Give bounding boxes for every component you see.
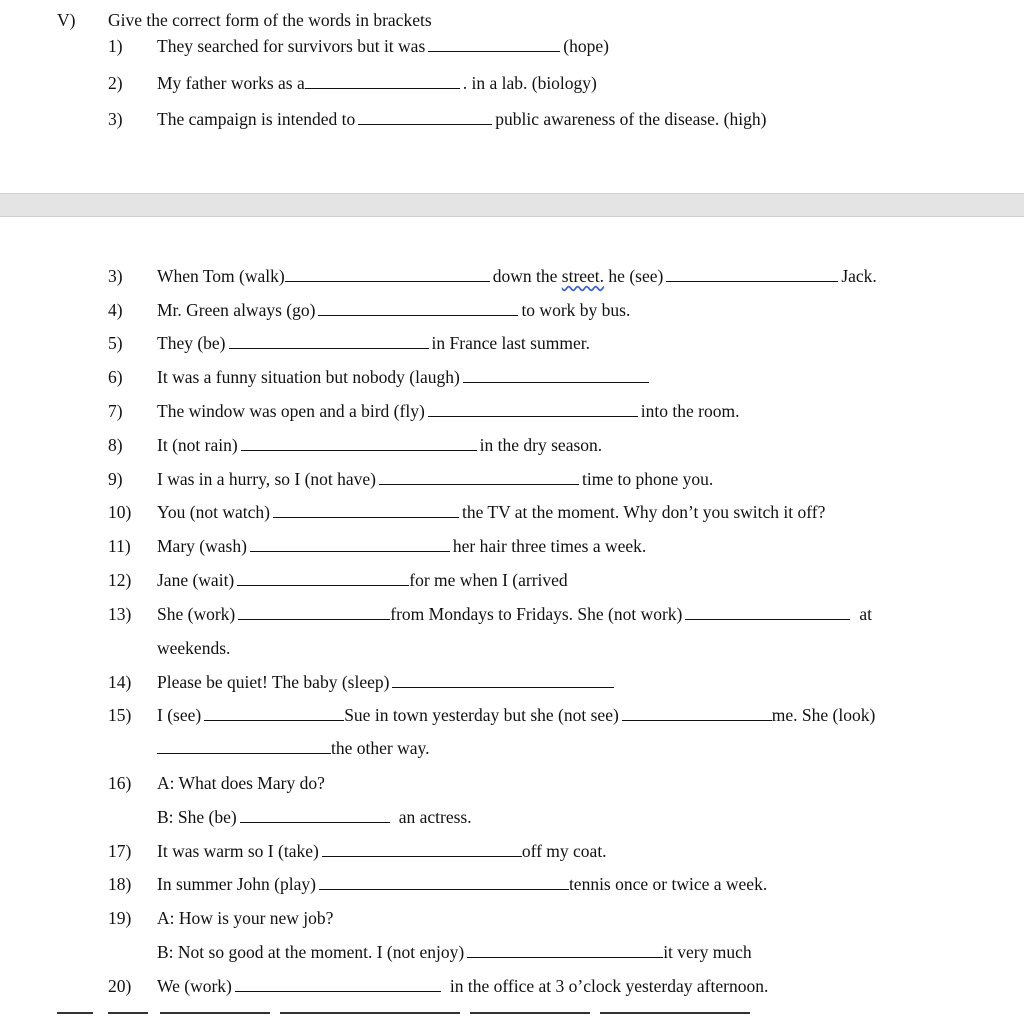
answer-blank[interactable] xyxy=(463,364,649,383)
item-text: They (be) xyxy=(157,333,226,353)
answer-blank[interactable] xyxy=(428,33,560,52)
answer-blank[interactable] xyxy=(238,601,390,620)
item-text: Jack. xyxy=(841,266,877,286)
item-number: 11) xyxy=(108,536,131,556)
item-number: 4) xyxy=(108,300,123,320)
item-number: 16) xyxy=(108,773,132,793)
answer-blank[interactable] xyxy=(685,601,850,620)
item-hint: (hope) xyxy=(563,36,609,56)
item-number: 3) xyxy=(108,109,123,129)
answer-blank[interactable] xyxy=(157,735,331,754)
item-text: off my coat. xyxy=(521,841,607,861)
section-title: Give the correct form of the words in brackets xyxy=(108,10,432,30)
item-text: in the office at 3 o’clock yesterday afternoon. xyxy=(449,976,769,996)
item-number: 17) xyxy=(108,841,132,861)
answer-blank[interactable] xyxy=(666,263,838,282)
item-text: In summer John (play) xyxy=(157,874,316,894)
item-text: down the xyxy=(492,266,558,286)
item-text: Mr. Green always (go) xyxy=(157,300,316,320)
item-number: 9) xyxy=(108,469,123,489)
item-text: It was a funny situation but nobody (laugh) xyxy=(157,367,460,387)
answer-blank[interactable] xyxy=(229,330,429,349)
item-text: tennis once or twice a week. xyxy=(568,874,768,894)
page-separator xyxy=(0,193,1024,217)
item-number: 2) xyxy=(108,73,123,93)
answer-blank[interactable] xyxy=(318,297,518,316)
item-text: in the dry season. xyxy=(479,435,603,455)
item-number: 6) xyxy=(108,367,123,387)
answer-blank[interactable] xyxy=(428,398,638,417)
item-text: the TV at the moment. Why don’t you switch it off? xyxy=(461,502,826,522)
answer-blank[interactable] xyxy=(250,533,450,552)
item-number: 20) xyxy=(108,976,132,996)
item-text: B: Not so good at the moment. I (not enjoy) xyxy=(157,942,465,962)
answer-blank[interactable] xyxy=(305,70,460,89)
item-text: A: What does Mary do? xyxy=(157,773,325,793)
item-text: he (see) xyxy=(608,266,664,286)
item-number: 10) xyxy=(108,502,132,522)
item-text: I (see) xyxy=(157,705,202,725)
answer-blank[interactable] xyxy=(285,263,490,282)
item-text: time to phone you. xyxy=(582,469,714,489)
item-text: We (work) xyxy=(157,976,232,996)
item-text: She (work) xyxy=(157,604,236,624)
item-text: My father works as a xyxy=(157,73,305,93)
item-text: weekends. xyxy=(157,638,231,658)
item-text: from Mondays to Fridays. She (not work) xyxy=(390,604,683,624)
item-number: 18) xyxy=(108,874,132,894)
answer-blank[interactable] xyxy=(273,499,459,518)
answer-blank[interactable] xyxy=(467,939,663,958)
item-text: an actress. xyxy=(398,807,472,827)
item-text: It (not rain) xyxy=(157,435,238,455)
spellcheck-word: street. xyxy=(561,266,605,286)
item-number: 13) xyxy=(108,604,132,624)
item-text: Jane (wait) xyxy=(157,570,235,590)
item-text: Mary (wash) xyxy=(157,536,247,556)
answer-blank[interactable] xyxy=(379,466,579,485)
item-hint: public awareness of the disease. (high) xyxy=(495,109,767,129)
item-text: me. She (look) xyxy=(771,705,876,725)
item-number: 15) xyxy=(108,705,132,725)
item-number: 7) xyxy=(108,401,123,421)
item-text: the other way. xyxy=(331,738,430,758)
answer-blank[interactable] xyxy=(622,702,772,721)
item-hint: . in a lab. (biology) xyxy=(462,73,597,93)
item-number: 19) xyxy=(108,908,132,928)
item-text: in France last summer. xyxy=(431,333,590,353)
answer-blank[interactable] xyxy=(204,702,344,721)
answer-blank[interactable] xyxy=(392,669,614,688)
item-text: Please be quiet! The baby (sleep) xyxy=(157,672,390,692)
cut-off-text-line xyxy=(0,1008,1024,1017)
item-text: When Tom (walk) xyxy=(157,266,285,286)
item-number: 14) xyxy=(108,672,132,692)
answer-blank[interactable] xyxy=(319,871,569,890)
item-text: B: She (be) xyxy=(157,807,237,827)
item-text: her hair three times a week. xyxy=(452,536,647,556)
item-text: I was in a hurry, so I (not have) xyxy=(157,469,377,489)
answer-blank[interactable] xyxy=(240,804,390,823)
item-number: 1) xyxy=(108,36,123,56)
answer-blank[interactable] xyxy=(237,567,409,586)
item-text: to work by bus. xyxy=(521,300,631,320)
answer-blank[interactable] xyxy=(235,973,441,992)
answer-blank[interactable] xyxy=(241,432,477,451)
item-text: at xyxy=(859,604,873,624)
item-text: A: How is your new job? xyxy=(157,908,334,928)
answer-blank[interactable] xyxy=(358,106,492,125)
item-text: It was warm so I (take) xyxy=(157,841,319,861)
item-number: 12) xyxy=(108,570,132,590)
item-text: You (not watch) xyxy=(157,502,270,522)
item-text: it very much xyxy=(663,942,752,962)
item-text: Sue in town yesterday but she (not see) xyxy=(344,705,619,725)
section-label: V) xyxy=(57,10,76,30)
item-text: The window was open and a bird (fly) xyxy=(157,401,425,421)
item-text: into the room. xyxy=(640,401,740,421)
item-number: 5) xyxy=(108,333,123,353)
item-number: 3) xyxy=(108,266,123,286)
item-text: They searched for survivors but it was xyxy=(157,36,426,56)
item-number: 8) xyxy=(108,435,123,455)
answer-blank[interactable] xyxy=(322,838,522,857)
item-text: The campaign is intended to xyxy=(157,109,356,129)
item-text: for me when I (arrived xyxy=(409,570,568,590)
